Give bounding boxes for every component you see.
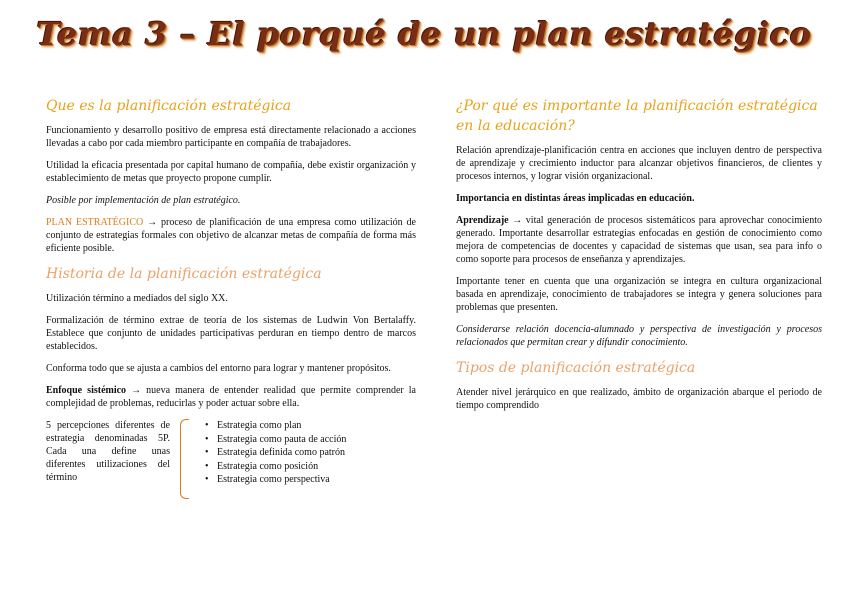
section-heading-que-es: Que es la planificación estratégica: [46, 98, 292, 114]
list-item: • Estrategia como posición: [205, 460, 346, 474]
paragraph-text: → proceso de planificación de una empresa como utilización de conjunto de estrategias formales con objetivo de alcanzar metas de compañía de forma más eficiente posible.: [46, 217, 416, 254]
list-item: • Estrategia como pauta de acción: [205, 433, 346, 447]
list-item: • Estrategia como perspectiva: [205, 473, 346, 487]
paragraph: Utilidad la eficacia presentada por capital humano de compañía, debe existir organización y establecimiento de metas que proyecto propone cumplir.: [46, 160, 416, 184]
bold-term: Enfoque sistémico: [46, 385, 127, 396]
paragraph-aprendizaje: [456, 214, 822, 266]
section-heading-por-que: ¿Por qué es importante la planificación estratégica en la educación?: [456, 98, 818, 134]
section-heading-historia: Historia de la planificación estratégica: [46, 266, 322, 282]
paragraph: Funcionamiento y desarrollo positivo de empresa está directamente relacionado a acciones llevadas a cabo por cada miembro participante en compañía de trabajadores.: [46, 125, 416, 149]
paragraph: Importante tener en cuenta que una organización se integra en cultura organizacional basada en aprendizaje, conocimiento de trabajadores se integra y genera soluciones para problemas que presenten.: [456, 276, 822, 313]
paragraph-italic: Posible por implementación de plan estratégico.: [46, 195, 241, 206]
left-column: [46, 96, 416, 499]
percepciones-list: [195, 419, 346, 487]
brace-icon: [180, 419, 189, 499]
bold-term: Aprendizaje: [456, 215, 509, 226]
paragraph-bold: Importancia en distintas áreas implicadas en educación.: [456, 193, 695, 204]
paragraph-text: → vital generación de procesos sistemáticos para aprovechar conocimiento generado. Importante desarrollar estrategias enfocadas en gestión de conocimiento como mejora de competencias de docentes y capacidad de sistemas que usan, sea para info o como soporte para procesos de enseñanza y aprendizajes.: [456, 215, 822, 265]
paragraph: Atender nivel jerárquico en que realizado, ámbito de organización abarque el periodo de tiempo comprendido: [456, 387, 822, 411]
paragraph: Utilización término a mediados del siglo XX.: [46, 293, 228, 304]
paragraph: Conforma todo que se ajusta a cambios del entorno para lograr y mantener propósitos.: [46, 363, 391, 374]
paragraph: Formalización de término extrae de teoría de los sistemas de Ludwin Von Bertalaffy. Establece que conjunto de unidades participativas perduran en tiempo dentro de marcos establecidos.: [46, 315, 416, 352]
list-item: • Estrategia como plan: [205, 419, 346, 433]
paragraph-enfoque: [46, 384, 416, 410]
percepciones-text: 5 percepciones diferentes de estrategia denominadas 5P. Cada una define unas diferentes utilizaciones del término: [46, 420, 170, 483]
page-title: Tema 3 – El porqué de un plan estratégico: [36, 15, 812, 53]
section-heading-tipos: Tipos de planificación estratégica: [456, 360, 696, 376]
right-column: [456, 96, 822, 421]
paragraph-plan-estrategico: [46, 216, 416, 255]
paragraph-italic: Considerarse relación docencia-alumnado y perspectiva de investigación y procesos relacionados que permitan crear y difundir conocimiento.: [456, 324, 822, 348]
keyword: PLAN ESTRATÉGICO: [46, 217, 144, 228]
paragraph-text: → nueva manera de entender realidad que permite comprender la complejidad de problemas, reducirlas y poder actuar sobre ella.: [46, 385, 416, 409]
paragraph: Relación aprendizaje-planificación centra en acciones que incluyen dentro de perspectiva de aprendizaje y crecimiento inductor para alcanzar objetivos financieros, de clientes y procesos internos, y lograr visión organizacional.: [456, 145, 822, 182]
list-item: • Estrategia definida como patrón: [205, 446, 346, 460]
percepciones-block: [46, 419, 416, 499]
